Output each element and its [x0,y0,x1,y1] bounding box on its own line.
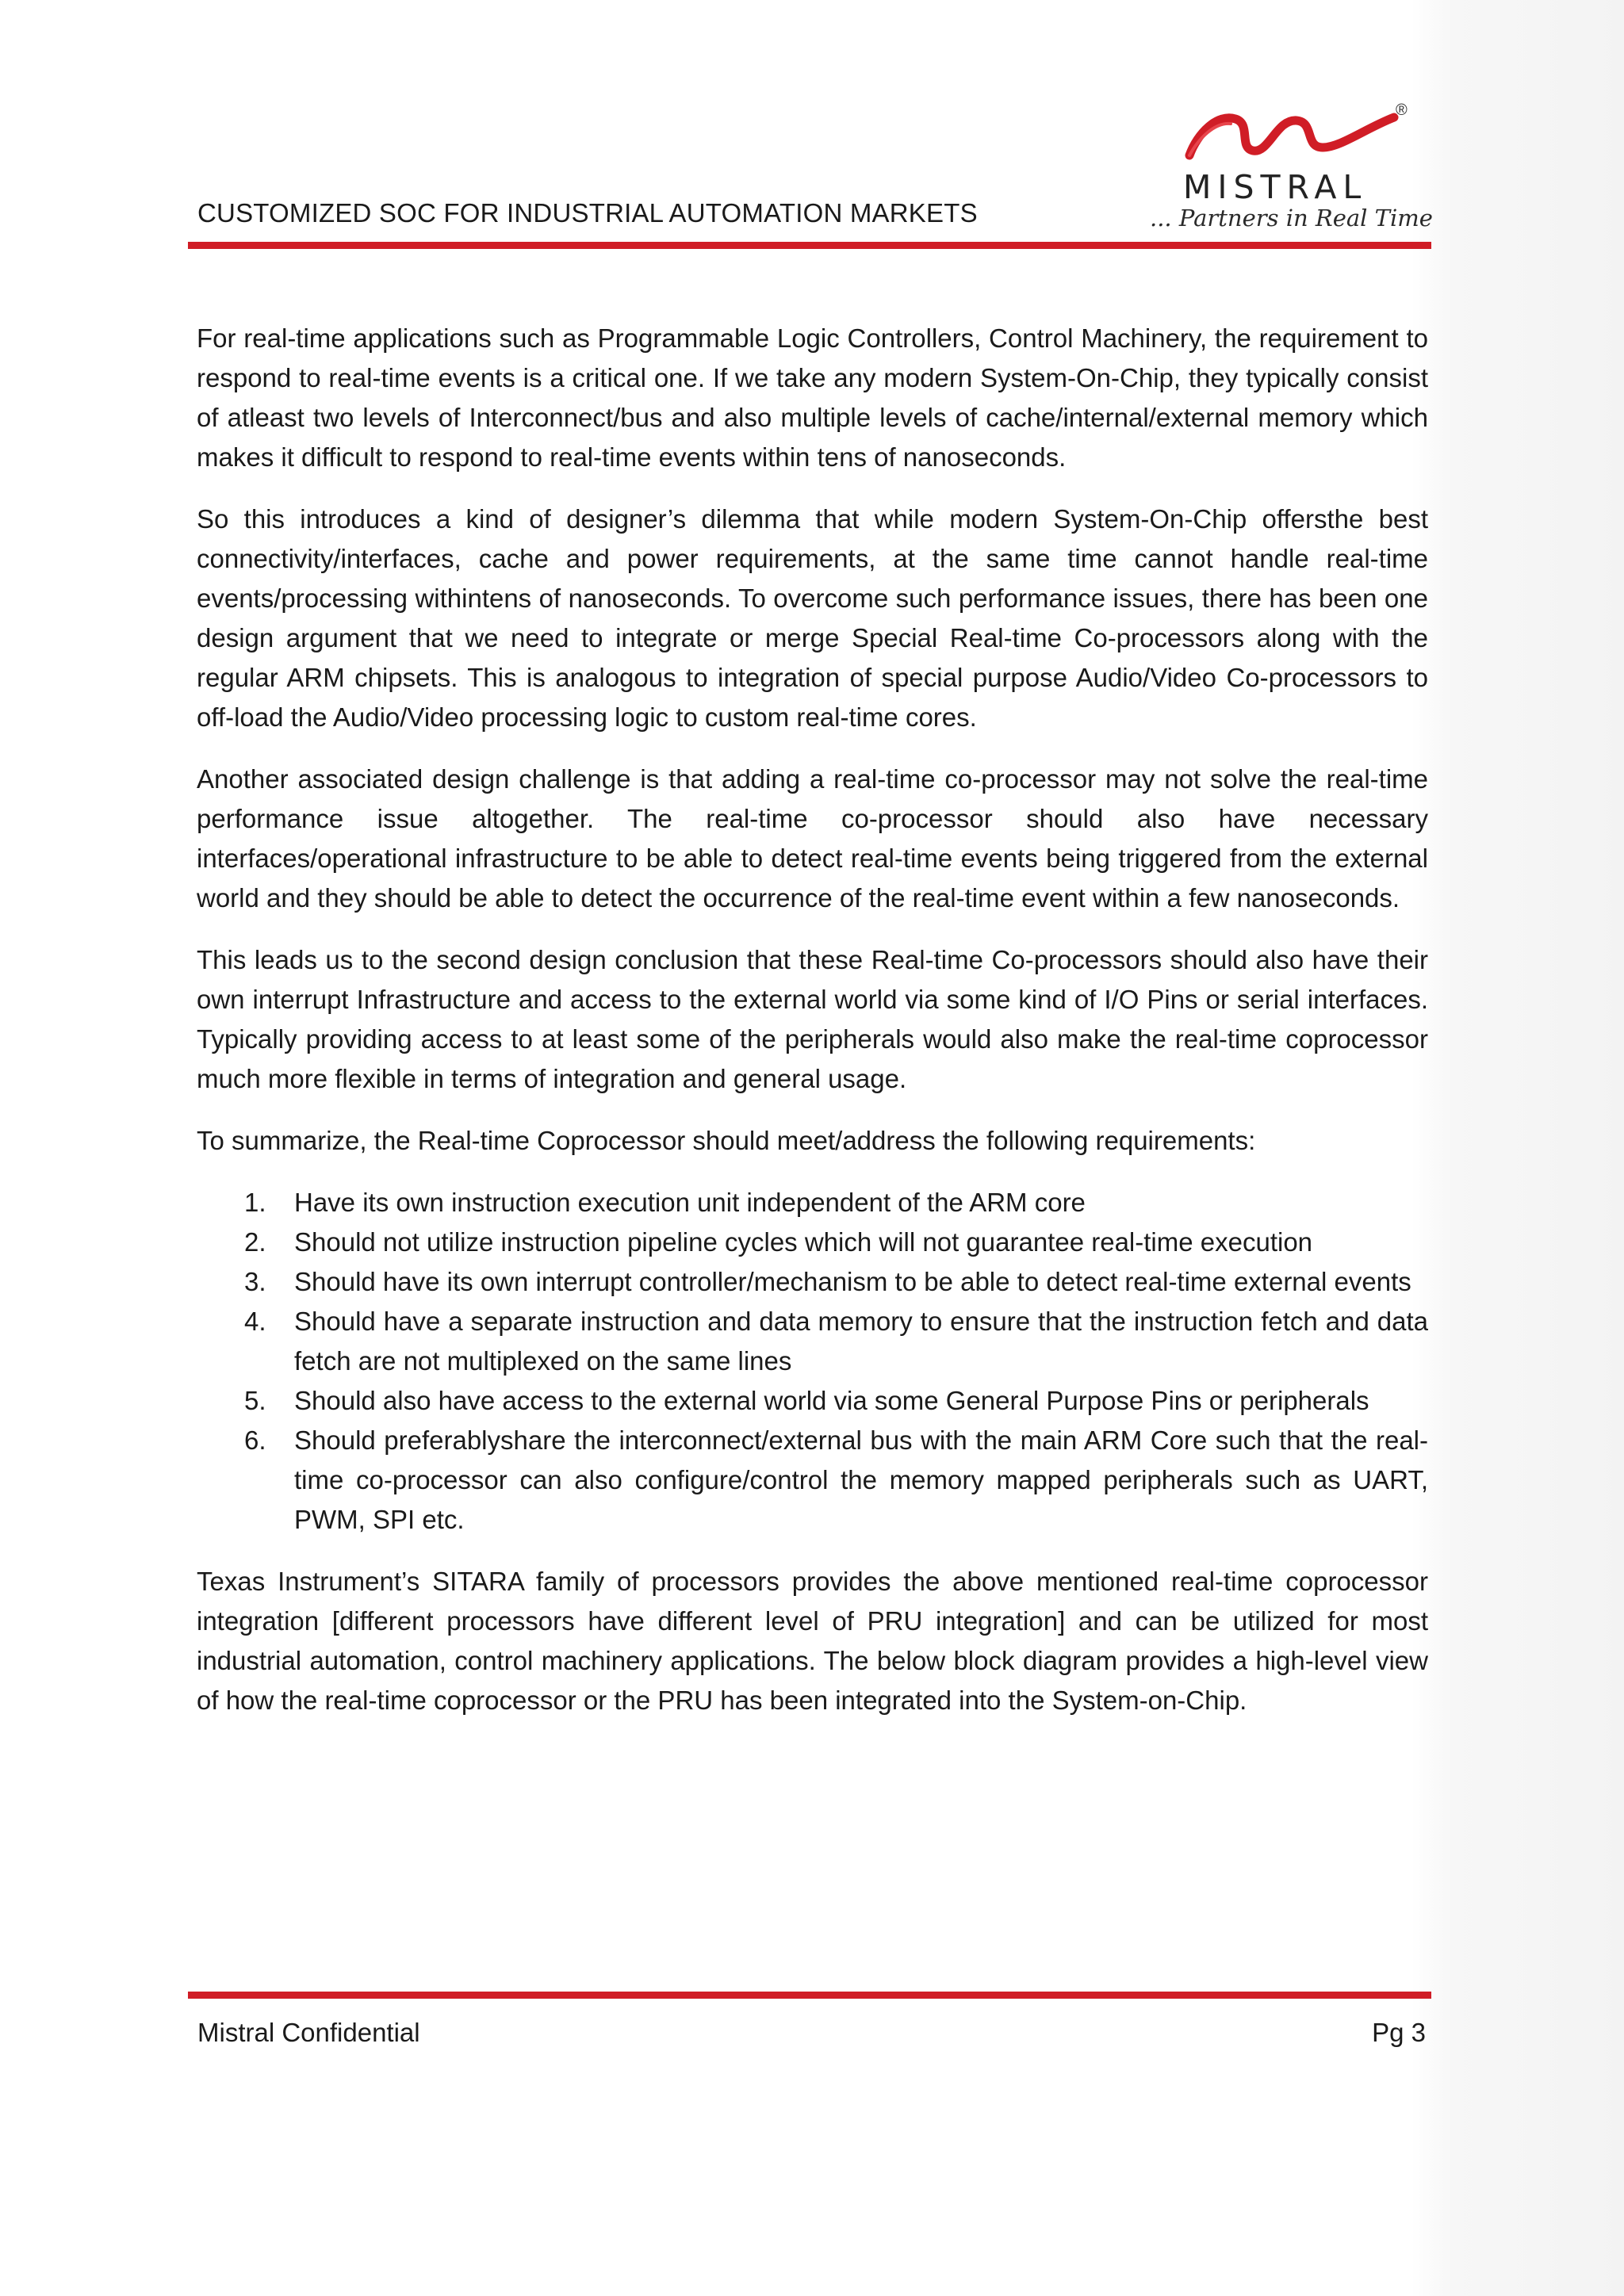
page-number: Pg 3 [1372,2018,1426,2047]
list-item [197,1381,1428,1421]
paragraph: For real-time applications such as Programmable Logic Controllers, Control Machinery, the requirement to respond to real-time events is a critical one. If we take any modern System-On-Chip, they typically consist of atleast two levels of Interconnect/bus and also multiple levels of cache/internal/external memory which makes it difficult to respond to real-time events within tens of nanoseconds. [197,323,1428,472]
list-item-text: Have its own instruction execution unit independent of the ARM core [294,1188,1086,1217]
logo-name: MISTRAL [1183,168,1368,206]
list-item-number: 6. [244,1425,266,1455]
list-item-text: Should have its own interrupt controller/mechanism to be able to detect real-time external events [294,1267,1411,1296]
footer-rule [188,1992,1431,1999]
paragraph: Another associated design challenge is that adding a real-time co-processor may not solve the real-time performance issue altogether. The real-time co-processor should also have necessary interfaces/operational infrastructure to be able to detect real-time events being triggered from the external world and they should be able to detect the occurrence of the real-time event within a few nanoseconds. [197,764,1428,913]
header-rule [188,242,1431,249]
list-item-number: 1. [244,1188,266,1217]
paragraph: Texas Instrument’s SITARA family of processors provides the above mentioned real-time coprocessor integration [different processors have different level of PRU integration] and can be utilized for most industrial automation, control machinery applications. The below block diagram provides a high-level view of how the real-time coprocessor or the PRU has been integrated into the System-on-Chip. [197,1567,1428,1715]
paragraph: So this introduces a kind of designer’s dilemma that while modern System-On-Chip offersthe best connectivity/interfaces, cache and power requirements, at the same time cannot handle real-time events/processing withintens of nanoseconds. To overcome such performance issues, there has been one design argument that we need to integrate or merge Special Real-time Co-processors along with the regular ARM chipsets. This is analogous to integration of special purpose Audio/Video Co-processors to off-load the Audio/Video processing logic to custom real-time cores. [197,504,1428,732]
list-item-text: Should preferablyshare the interconnect/external bus with the main ARM Core such that the real-time co-processor can also configure/control the memory mapped peripherals such as UART, PWM, SPI etc. [294,1425,1428,1534]
company-logo [1142,101,1433,236]
list-item-number: 3. [244,1267,266,1296]
paragraph: This leads us to the second design conclusion that these Real-time Co-processors should also have their own interrupt Infrastructure and access to the external world via some kind of I/O Pins or serial interfaces. Typically providing access to at least some of the peripherals would also make the real-time coprocessor much more flexible in terms of integration and general usage. [197,945,1428,1093]
list-item [197,1302,1428,1381]
list-item-number: 4. [244,1307,266,1336]
list-item-text: Should not utilize instruction pipeline cycles which will not guarantee real-time execution [294,1227,1313,1257]
list-item [197,1223,1428,1262]
list-item-number: 2. [244,1227,266,1257]
mistral-wave-logo-icon [1142,101,1404,173]
list-item-text: Should also have access to the external world via some General Purpose Pins or peripherals [294,1386,1369,1415]
list-item-number: 5. [244,1386,266,1415]
logo-tagline: ... Partners in Real Time [1150,205,1433,232]
list-item-text: Should have a separate instruction and data memory to ensure that the instruction fetch and data fetch are not multiplexed on the same lines [294,1307,1428,1376]
header-title: CUSTOMIZED SOC FOR INDUSTRIAL AUTOMATION MARKETS [197,198,978,228]
requirements-list [197,1183,1428,1540]
registered-mark: ® [1396,101,1408,119]
list-item [197,1183,1428,1223]
document-body [197,319,1428,1743]
list-item [197,1421,1428,1540]
footer-confidential: Mistral Confidential [197,2018,420,2047]
paragraph: To summarize, the Real-time Coprocessor should meet/address the following requirements: [197,1126,1256,1155]
list-item [197,1262,1428,1302]
